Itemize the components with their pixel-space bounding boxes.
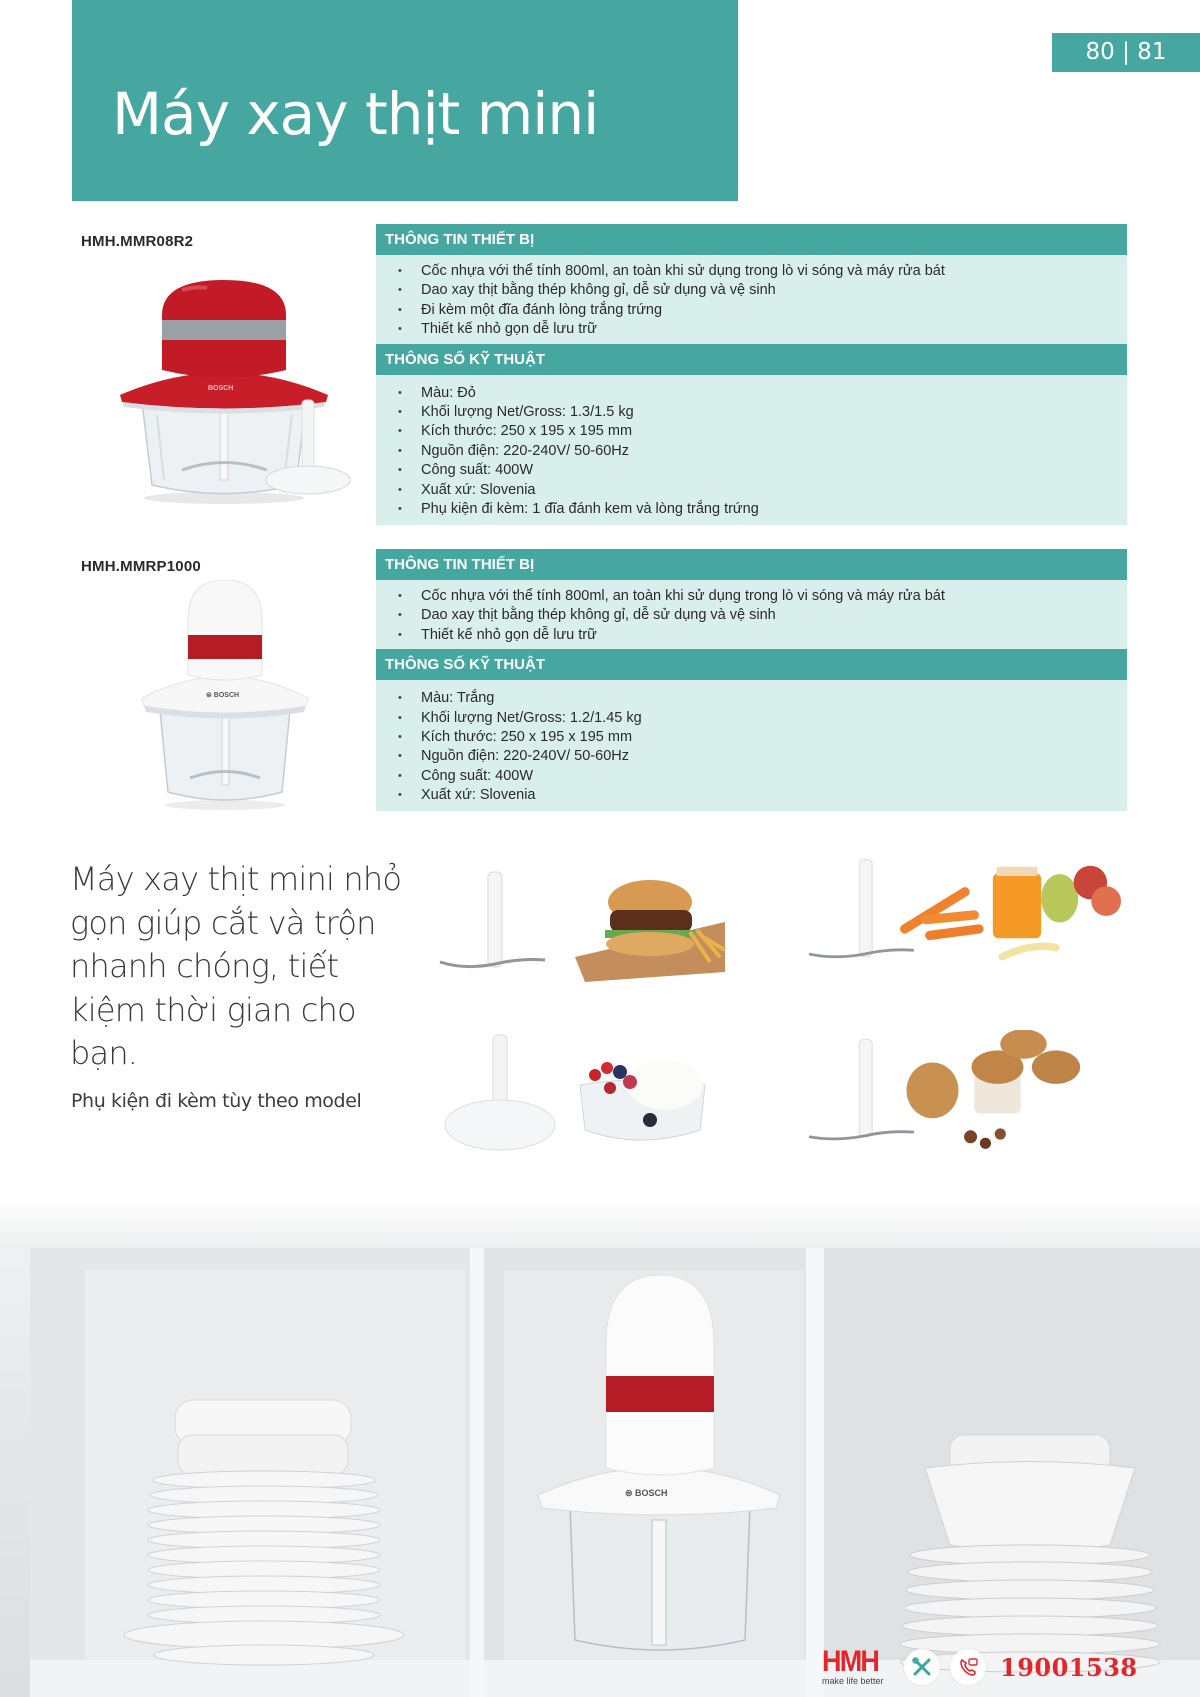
spec-item: • Khối lượng Net/Gross: 1.3/1.5 kg: [376, 403, 1127, 422]
brand-mark: HMH: [822, 1645, 879, 1678]
spec-item: • Màu: Đỏ: [376, 384, 1127, 403]
spec-item: • Kích thước: 250 x 195 x 195 mm: [376, 422, 1127, 441]
white-chopper-image: [140, 580, 310, 810]
info-item: • Đi kèm một đĩa đánh lòng trắng trứng: [376, 301, 1127, 320]
info-list: [376, 580, 1127, 649]
product-model-code: HMH.MMR08R2: [81, 233, 194, 250]
feature-subtext: Phụ kiện đi kèm tùy theo model: [71, 1090, 362, 1112]
page-number-badge: 80 | 81: [1052, 33, 1200, 72]
spec-item: • Kích thước: 250 x 195 x 195 mm: [376, 728, 1127, 747]
tools-icon: [904, 1649, 940, 1685]
spec-header: THÔNG SỐ KỸ THUẬT: [376, 344, 1127, 375]
spec-item: • Xuất xứ: Slovenia: [376, 786, 1127, 805]
info-item: • Cốc nhựa với thể tính 800ml, an toàn khi sử dụng trong lò vi sóng và máy rửa bát: [376, 262, 1127, 281]
spec-item: • Nguồn điện: 220-240V/ 50-60Hz: [376, 442, 1127, 461]
shelf-scene: [0, 1200, 1200, 1697]
footer-brand-bar: [822, 1642, 1138, 1692]
brand-slogan: make life better: [822, 1676, 884, 1686]
spec-item: • Nguồn điện: 220-240V/ 50-60Hz: [376, 747, 1127, 766]
info-item: • Thiết kế nhỏ gọn dễ lưu trữ: [376, 320, 1127, 339]
spec-list: [376, 680, 1127, 810]
info-item: • Dao xay thịt bằng thép không gỉ, dễ sử dụng và vệ sinh: [376, 281, 1127, 300]
svg-text:BOSCH: BOSCH: [208, 385, 234, 392]
info-header: THÔNG TIN THIẾT BỊ: [376, 549, 1127, 580]
title-banner: [72, 0, 738, 201]
svg-text:⊜ BOSCH: ⊜ BOSCH: [625, 1488, 668, 1498]
info-header: THÔNG TIN THIẾT BỊ: [376, 224, 1127, 255]
spec-item: • Xuất xứ: Slovenia: [376, 481, 1127, 500]
feature-tagline: Máy xay thịt mini nhỏ gọn giúp cắt và trộn nhanh chóng, tiết kiệm thời gian cho bạn.: [70, 860, 402, 1073]
spec-item: • Công suất: 400W: [376, 767, 1127, 786]
svg-text:⊜ BOSCH: ⊜ BOSCH: [206, 692, 240, 699]
spec-item: • Màu: Trắng: [376, 689, 1127, 708]
accessory-whisk-cream-image: [435, 1030, 775, 1160]
spec-item: • Khối lượng Net/Gross: 1.2/1.45 kg: [376, 709, 1127, 728]
info-item: • Dao xay thịt bằng thép không gỉ, dễ sử dụng và vệ sinh: [376, 606, 1127, 625]
accessory-blade-juice-image: [795, 850, 1135, 980]
page-title: Máy xay thịt mini: [112, 80, 599, 148]
spec-item: • Công suất: 400W: [376, 461, 1127, 480]
spec-header: THÔNG SỐ KỸ THUẬT: [376, 649, 1127, 680]
accessory-blade-burger-image: [435, 862, 775, 992]
product-info-box: [376, 549, 1127, 811]
accessory-blade-muffins-image: [795, 1030, 1135, 1160]
spec-item: • Phụ kiện đi kèm: 1 đĩa đánh kem và lòng trắng trứng: [376, 500, 1127, 519]
red-chopper-image: [112, 280, 362, 505]
shelf-lifestyle-photo: [0, 1200, 1200, 1697]
phone-support-icon: [950, 1649, 986, 1685]
product-info-box: [376, 224, 1127, 525]
info-item: • Thiết kế nhỏ gọn dễ lưu trữ: [376, 626, 1127, 645]
spec-list: [376, 375, 1127, 526]
hotline-number[interactable]: 19001538: [1000, 1652, 1138, 1682]
info-list: [376, 255, 1127, 344]
hmh-logo: [822, 1645, 894, 1686]
product-model-code: HMH.MMRP1000: [81, 558, 201, 575]
info-item: • Cốc nhựa với thể tính 800ml, an toàn khi sử dụng trong lò vi sóng và máy rửa bát: [376, 587, 1127, 606]
